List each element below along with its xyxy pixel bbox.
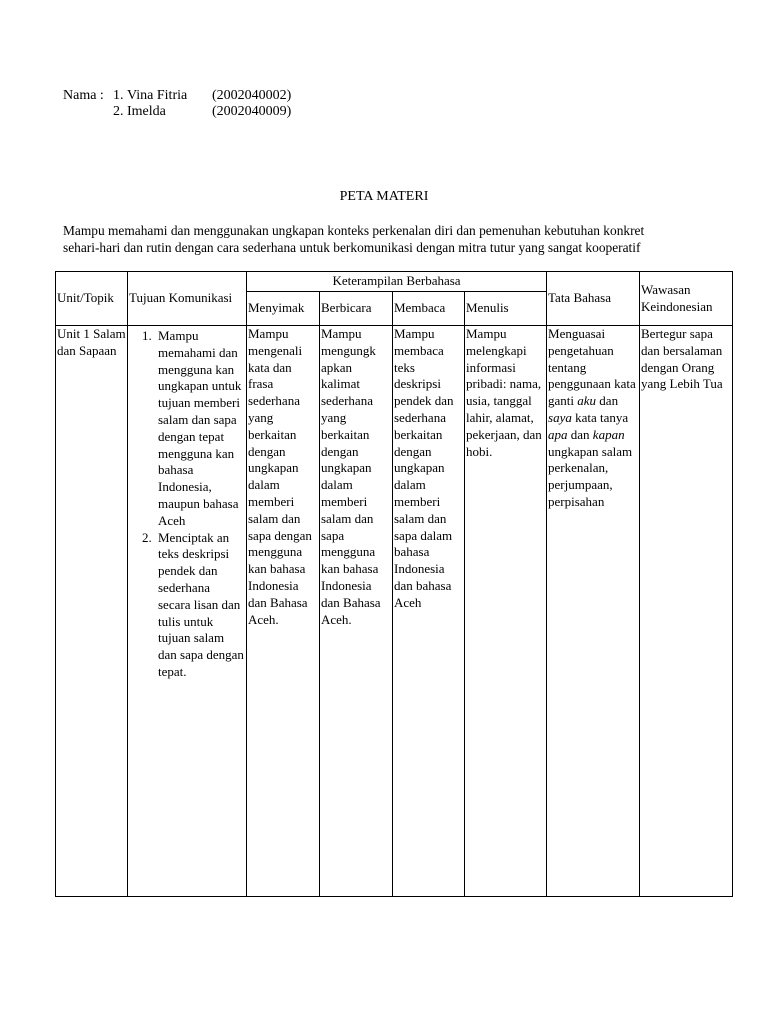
intro-line: Mampu memahami dan menggunakan ungkapan konteks perkenalan diri dan pemenuhan kebutuhan konkret	[63, 223, 645, 238]
cell-berbicara: Mampu mengungk apkan kalimat sederhana yang berkaitan dengan ungkapan dalam memberi salam dan sapa mengguna kan bahasa Indonesia dan Bahasa Aceh.	[320, 326, 393, 897]
nama-label: Nama :	[63, 88, 104, 103]
header-menyimak: Menyimak	[247, 292, 320, 326]
author-id: (2002040009)	[212, 104, 292, 119]
tata-italic-word: saya	[548, 409, 572, 425]
tata-text: kata tanya	[575, 409, 629, 425]
tata-text: ungkapan salam perkenalan, perjumpaan, perpisahan	[548, 443, 633, 509]
cell-menyimak: Mampu mengenali kata dan frasa sederhana yang berkaitan dengan ungkapan dalam memberi salam dan sapa dengan mengguna kan bahasa Indonesia dan Bahasa Aceh.	[247, 326, 320, 897]
cell-wawasan: Bertegur sapa dan bersalaman dengan Orang yang Lebih Tua	[640, 326, 733, 897]
header-berbicara: Berbicara	[320, 292, 393, 326]
author-name: Imelda	[127, 104, 166, 119]
author-id: (2002040002)	[212, 88, 292, 103]
header-unit-topik: Unit/Topik	[56, 272, 128, 326]
list-item: 1. Mampu memahami dan mengguna kan ungkapan untuk tujuan memberi salam dan sapa dengan tepat mengguna kan bahasa Indonesia, maupun bahasa Aceh	[155, 328, 245, 530]
author-row	[63, 88, 291, 104]
table-row	[56, 326, 733, 897]
intro-paragraph	[63, 222, 743, 256]
tujuan-list	[129, 328, 245, 681]
peta-materi-table	[55, 271, 733, 897]
author-number: 2.	[113, 104, 124, 119]
cell-tata-bahasa	[547, 326, 640, 897]
header-menulis: Menulis	[465, 292, 547, 326]
tata-italic-word: kapan	[592, 426, 625, 442]
header-tata-bahasa: Tata Bahasa	[547, 272, 640, 326]
header-keterampilan-berbahasa: Keterampilan Berbahasa	[247, 272, 547, 292]
tata-text: dan	[599, 393, 619, 409]
list-item: 2. Menciptak an teks deskripsi pendek dan sederhana secara lisan dan tulis untuk tujuan salam dan sapa dengan tepat.	[155, 530, 245, 681]
author-number: 1.	[113, 88, 124, 103]
header-tujuan-komunikasi: Tujuan Komunikasi	[128, 272, 247, 326]
intro-line: sehari-hari dan rutin dengan cara sederhana untuk berkomunikasi dengan mitra tutur yang sangat kooperatif	[63, 240, 641, 255]
page-title: PETA MATERI	[339, 189, 429, 204]
header-membaca: Membaca	[393, 292, 465, 326]
tata-italic-word: aku	[577, 393, 597, 409]
tata-italic-word: apa	[548, 426, 568, 442]
cell-menulis: Mampu melengkapi informasi pribadi: nama, usia, tanggal lahir, alamat, pekerjaan, dan hobi.	[465, 326, 547, 897]
header-wawasan-keindonesian: Wawasan Keindonesian	[640, 272, 733, 326]
author-name: Vina Fitria	[127, 88, 188, 103]
tata-text: dan	[570, 426, 590, 442]
cell-tujuan	[128, 326, 247, 897]
cell-unit: Unit 1 Salam dan Sapaan	[56, 326, 128, 897]
cell-membaca: Mampu membaca teks deskripsi pendek dan sederhana berkaitan dengan ungkapan dalam memberi salam dan sapa dalam bahasa Indonesia dan bahasa Aceh	[393, 326, 465, 897]
author-row	[63, 104, 291, 120]
author-block	[63, 88, 291, 120]
tata-text: Menguasai pengetahuan tentang penggunaan kata ganti	[548, 326, 636, 409]
